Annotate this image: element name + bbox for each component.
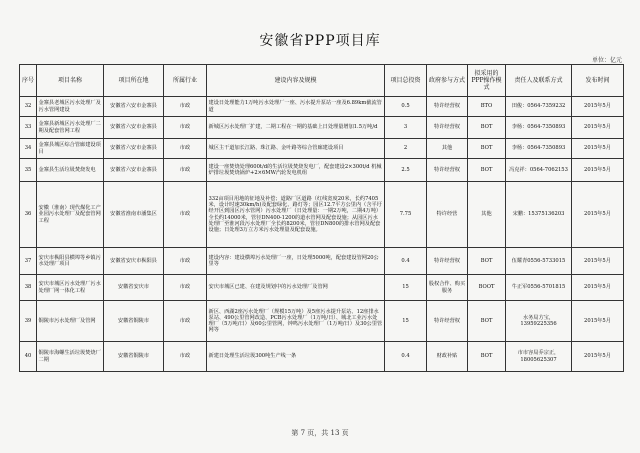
cell-name: 安庆市城区污水处理厂污水处理厂网一体化工程	[37, 275, 104, 301]
header-seq: 序号	[20, 65, 37, 97]
cell-content: 城区主干道加长江路、珠江路、金叶路等综合管廊建设项目	[207, 139, 385, 159]
table-row	[20, 342, 624, 372]
header-name: 项目名称	[37, 65, 104, 97]
table-row	[20, 117, 624, 139]
cell-investment: 3	[385, 117, 427, 139]
header-ppp-mode: 拟采用的PPP操作模式	[468, 65, 506, 97]
cell-release: 2015年5月	[572, 97, 624, 117]
cell-content: 安庆市城区已建、在建及规划中的污水处理厂及管网	[207, 275, 385, 301]
cell-ppp-mode: BOT	[468, 139, 506, 159]
cell-location: 安徽省六安市金寨县	[104, 159, 164, 182]
cell-ppp-mode: 其他	[468, 182, 506, 248]
cell-location: 安徽省安庆市	[104, 275, 164, 301]
unit-label: 单位：亿元	[591, 57, 622, 64]
table-row	[20, 248, 624, 275]
cell-investment: 2	[385, 139, 427, 159]
cell-name: 铜陵市海螺生活垃圾焚烧厂二期	[37, 342, 104, 372]
cell-release: 2015年5月	[572, 248, 624, 275]
cell-contact: 市市容局乔宗正，18005625307	[506, 342, 572, 372]
cell-seq: 36	[20, 182, 37, 248]
cell-investment: 7.75	[385, 182, 427, 248]
cell-location: 安徽省铜陵市	[104, 301, 164, 342]
cell-seq: 38	[20, 275, 37, 301]
cell-contact: 伍耀青0556-5733015	[506, 248, 572, 275]
cell-contact: 宋鹏：15375136203	[506, 182, 572, 248]
cell-name: 铜陵市污水处理厂及管网	[37, 301, 104, 342]
cell-industry: 市政	[164, 159, 207, 182]
cell-name: 金寨县生活垃圾焚烧发电	[37, 159, 104, 182]
cell-seq: 37	[20, 248, 37, 275]
cell-ppp-mode: BOOT	[468, 275, 506, 301]
cell-gov-role: 财政补贴	[427, 342, 468, 372]
cell-gov-role: 其他	[427, 139, 468, 159]
header-release: 发布时间	[572, 65, 624, 97]
cell-investment: 0.4	[385, 248, 427, 275]
cell-investment: 15	[385, 275, 427, 301]
cell-investment: 0.4	[385, 342, 427, 372]
table-row	[20, 301, 624, 342]
table-header-row	[20, 65, 624, 97]
cell-investment: 0.5	[385, 97, 427, 117]
cell-industry: 市政	[164, 301, 207, 342]
cell-seq: 33	[20, 117, 37, 139]
cell-name: 金寨县城区综合管廊建设项目	[37, 139, 104, 159]
cell-release: 2015年5月	[572, 275, 624, 301]
cell-location: 安徽省安庆市枞阳县	[104, 248, 164, 275]
header-gov-role: 政府参与方式	[427, 65, 468, 97]
cell-ppp-mode: BOT	[468, 248, 506, 275]
cell-content: 建设一座焚烧处理600t/d的生活垃圾焚烧发电厂，配套建设2×300t/d 机械炉排垃圾焚烧锅炉+2×6MW汽轮发电机组	[207, 159, 385, 182]
cell-name: 金寨县老城区污水处理厂及污水管网建设	[37, 97, 104, 117]
cell-investment: 2.5	[385, 159, 427, 182]
cell-industry: 市政	[164, 342, 207, 372]
cell-content: 建设日处理能力1万吨污水处理厂一座、污水提升泵站一座及6.89km截流管道	[207, 97, 385, 117]
header-location: 项目所在地	[104, 65, 164, 97]
cell-ppp-mode: BOT	[468, 159, 506, 182]
cell-contact: 冯克祥：0564-7062153	[506, 159, 572, 182]
table-row	[20, 159, 624, 182]
header-investment: 项目总投资	[385, 65, 427, 97]
cell-gov-role: 特许经营权	[427, 97, 468, 117]
cell-contact: 李杨：0564-7350893	[506, 139, 572, 159]
cell-gov-role: 特许经营权	[427, 117, 468, 139]
cell-release: 2015年5月	[572, 159, 624, 182]
cell-contact: 田俊：0564-7359232	[506, 97, 572, 117]
cell-seq: 40	[20, 342, 37, 372]
cell-seq: 39	[20, 301, 37, 342]
cell-release: 2015年5月	[572, 182, 624, 248]
cell-ppp-mode: BOT	[468, 342, 506, 372]
cell-release: 2015年5月	[572, 342, 624, 372]
cell-name: 金寨县新城区污水处理厂二期及配套管网工程	[37, 117, 104, 139]
cell-contact: 水务局方宝，13959225356	[506, 301, 572, 342]
cell-location: 安徽省六安市金寨县	[104, 139, 164, 159]
cell-industry: 市政	[164, 182, 207, 248]
cell-location: 安徽省淮南市潘集区	[104, 182, 164, 248]
project-table	[19, 64, 624, 372]
page-footer: 第 7 页，共 13 页	[291, 429, 349, 437]
cell-gov-role: 特许经营权	[427, 159, 468, 182]
table-row	[20, 275, 624, 301]
cell-content: 新建日处理生活垃圾300吨生产线一条	[207, 342, 385, 372]
cell-location: 安徽省六安市金寨县	[104, 97, 164, 117]
header-contact: 责任人及联系方式	[506, 65, 572, 97]
cell-content: 建设内容：建设横埠污水处理厂一座，日处理5000吨，配套建设管网20公里等	[207, 248, 385, 275]
cell-seq: 35	[20, 159, 37, 182]
cell-content: 332亩项目用地的征地及补偿；道路厂区道路（红线宽度20米，长约7405米，设计时速30km/h)及配套绿化、路灯等；园区12.7平方公里内（含平圩经开区到园区污水管网）污水处理厂（日处理量：一期2万吨，二期4万吨）全长约14000米，管径DN400-1200的道水管网及配套设施；从园区污水处理厂至淮河段污水处理厂全长约8200米，管径DN800的排水管网及配套设施；日处理3万立方米污水处理量及配套设施。	[207, 182, 385, 248]
header-content: 建设内容及规模	[207, 65, 385, 97]
header-industry: 所属行业	[164, 65, 207, 97]
cell-release: 2015年5月	[572, 301, 624, 342]
cell-location: 安徽省六安市金寨县	[104, 117, 164, 139]
cell-gov-role: 特许经营权	[427, 248, 468, 275]
cell-ppp-mode: BOT	[468, 117, 506, 139]
cell-industry: 市政	[164, 97, 207, 117]
cell-gov-role: 特许经营	[427, 182, 468, 248]
cell-name: 安庆市枞阳县横埠等乡镇污水处理厂项目	[37, 248, 104, 275]
cell-industry: 市政	[164, 248, 207, 275]
cell-location: 安徽省铜陵市	[104, 342, 164, 372]
table-row	[20, 182, 624, 248]
cell-contact: 牛正军0556-5701815	[506, 275, 572, 301]
cell-content: 新城区污水处理厂扩建，二期工程在一期的基础上日处理量增加1.5万吨/d	[207, 117, 385, 139]
table-row	[20, 97, 624, 117]
cell-release: 2015年5月	[572, 139, 624, 159]
cell-seq: 34	[20, 139, 37, 159]
cell-contact: 李杨：0564-7350893	[506, 117, 572, 139]
page-title: 安徽省PPP项目库	[259, 33, 381, 49]
cell-industry: 市政	[164, 117, 207, 139]
cell-seq: 32	[20, 97, 37, 117]
cell-industry: 市政	[164, 275, 207, 301]
cell-content: 新区、西湖2座污水处理厂（规模15万吨）及5座污水提升泵站、12座排水泵站、490公里管网改造、PCB污水处理厂（1万吨/日）、城北工业污水处理厂（5万吨/日）及60公里管网，钟鸣污水处理厂（1万吨/日）及30公里管网等	[207, 301, 385, 342]
cell-name: 安徽（淮南）现代煤化工产业园污水处理厂及配套管网工程	[37, 182, 104, 248]
cell-industry: 市政	[164, 139, 207, 159]
cell-investment: 15	[385, 301, 427, 342]
cell-release: 2015年5月	[572, 117, 624, 139]
cell-ppp-mode: BTO	[468, 97, 506, 117]
cell-ppp-mode: BOT	[468, 301, 506, 342]
cell-gov-role: 特许经营权	[427, 301, 468, 342]
cell-gov-role: 股权合作、购买服务	[427, 275, 468, 301]
table-row	[20, 139, 624, 159]
